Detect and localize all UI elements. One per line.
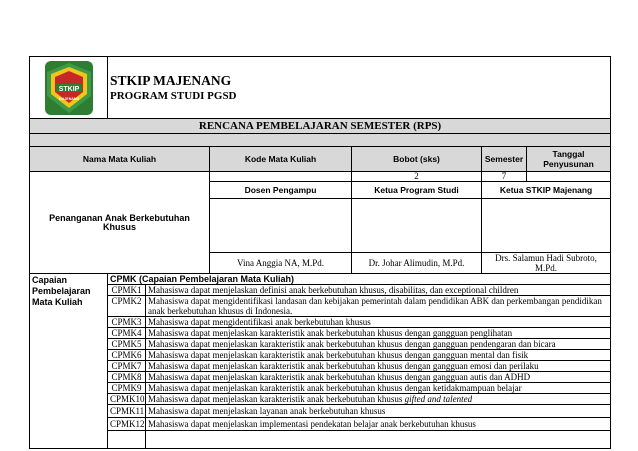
rps-table [29, 56, 611, 449]
cpmk-description: Mahasiswa dapat menjelaskan karakteristik anak berkebutuhan khusus dengan gangguan autis dan ADHD [146, 372, 611, 383]
credits-header: Bobot (sks) [352, 147, 482, 172]
cpmk-description: Mahasiswa dapat mengidentifikasi anak berkebutuhan khusus [146, 317, 611, 328]
empty-desc-cell [146, 431, 611, 449]
head-stkip-name: Drs. Salamun Hadi Subroto, M.Pd. [482, 253, 611, 274]
cpmk-code: CPMK11 [108, 405, 146, 418]
head-stkip-label: Ketua STKIP Majenang [482, 182, 611, 199]
cpmk-description [146, 394, 611, 405]
page-title: RENCANA PEMBELAJARAN SEMESTER (RPS) [30, 119, 611, 134]
stkip-logo-icon [39, 60, 99, 116]
cpmk-code: CPMK1 [108, 285, 146, 296]
cpmk-description-text: Mahasiswa dapat menjelaskan karakteristik anak berkebutuhan khusus [148, 394, 405, 404]
empty-row [30, 431, 611, 449]
head-stkip-signature-space [482, 199, 611, 253]
cpmk-code: CPMK7 [108, 361, 146, 372]
table-row [30, 317, 611, 328]
spacer-row [30, 134, 611, 147]
cpmk-code: CPMK5 [108, 339, 146, 350]
cpmk-description: Mahasiswa dapat menjelaskan definisi anak berkebutuhan khusus, disabilitas, dan exceptional children [146, 285, 611, 296]
cpmk-description: Mahasiswa dapat menjelaskan karakteristik anak berkebutuhan khusus dengan gangguan emosi dan perilaku [146, 361, 611, 372]
values-row [30, 172, 611, 182]
institution-cell [108, 57, 611, 119]
cpmk-description: Mahasiswa dapat menjelaskan karakteristik anak berkebutuhan khusus dengan ketidakmampuan belajar [146, 383, 611, 394]
cpmk-header: CPMK (Capaian Pembelajaran Mata Kuliah) [108, 274, 611, 285]
column-header-row [30, 147, 611, 172]
cpmk-code: CPMK3 [108, 317, 146, 328]
table-row [30, 405, 611, 418]
cpmk-code: CPMK10 [108, 394, 146, 405]
cpmk-code: CPMK12 [108, 418, 146, 431]
lecturer-name: Vina Anggia NA, M.Pd. [210, 253, 352, 274]
cpmk-header-row [30, 274, 611, 285]
spacer-cell [30, 134, 611, 147]
semester-header: Semester [482, 147, 527, 172]
course-code-header: Kode Mata Kuliah [210, 147, 352, 172]
cpmk-code: CPMK2 [108, 296, 146, 317]
date-value [527, 172, 611, 182]
cpmk-description: Mahasiswa dapat mengidentifikasi landasan dan kebijakan pemerintah dalam pendidikan ABK dan perkembangan pendidikan anak berkebutuhan khusus di Indonesia. [146, 296, 611, 317]
cpmk-description-italic: gifted and talented [404, 394, 473, 404]
head-program-signature-space [352, 199, 482, 253]
cpmk-code: CPMK4 [108, 328, 146, 339]
title-row [30, 119, 611, 134]
table-row [30, 350, 611, 361]
empty-code-cell [108, 431, 146, 449]
table-row [30, 361, 611, 372]
cpmk-description: Mahasiswa dapat menjelaskan layanan anak berkebutuhan khusus [146, 405, 611, 418]
cpmk-description: Mahasiswa dapat menjelaskan karakteristik anak berkebutuhan khusus dengan gangguan penglihatan [146, 328, 611, 339]
table-row [30, 383, 611, 394]
learning-outcomes-label: Capaian Pembelajaran Mata Kuliah [30, 274, 108, 449]
cpmk-code: CPMK8 [108, 372, 146, 383]
cpmk-description: Mahasiswa dapat menjelaskan karakteristik anak berkebutuhan khusus dengan gangguan mental dan fisik [146, 350, 611, 361]
cpmk-code: CPMK6 [108, 350, 146, 361]
course-name-header: Nama Mata Kuliah [30, 147, 210, 172]
cpmk-description: Mahasiswa dapat menjelaskan karakteristik anak berkebutuhan khusus dengan gangguan pendengaran dan bicara [146, 339, 611, 350]
lecturer-signature-space [210, 199, 352, 253]
logo-subtext: MAJENANG [58, 96, 79, 101]
institution-name: STKIP MAJENANG [110, 72, 232, 88]
table-row [30, 328, 611, 339]
program-name: PROGRAM STUDI PGSD [110, 89, 237, 102]
table-row [30, 418, 611, 431]
header-row [30, 57, 611, 119]
cpmk-description: Mahasiswa dapat menjelaskan implementasi pendekatan belajar anak berkebutuhan khusus [146, 418, 611, 431]
course-name-value: Penanganan Anak Berkebutuhan Khusus [30, 172, 210, 274]
logo-cell [30, 57, 108, 119]
semester-value: 7 [482, 172, 527, 182]
date-header: Tanggal Penyusunan [527, 147, 611, 172]
table-row [30, 285, 611, 296]
table-row [30, 296, 611, 317]
credits-value: 2 [352, 172, 482, 182]
head-program-name: Dr. Johar Alimudin, M.Pd. [352, 253, 482, 274]
cpmk-code: CPMK9 [108, 383, 146, 394]
table-row [30, 394, 611, 405]
logo-text: STKIP [58, 85, 79, 93]
table-row [30, 339, 611, 350]
head-program-label: Ketua Program Studi [352, 182, 482, 199]
lecturer-label: Dosen Pengampu [210, 182, 352, 199]
course-code-value [210, 172, 352, 182]
table-row [30, 372, 611, 383]
